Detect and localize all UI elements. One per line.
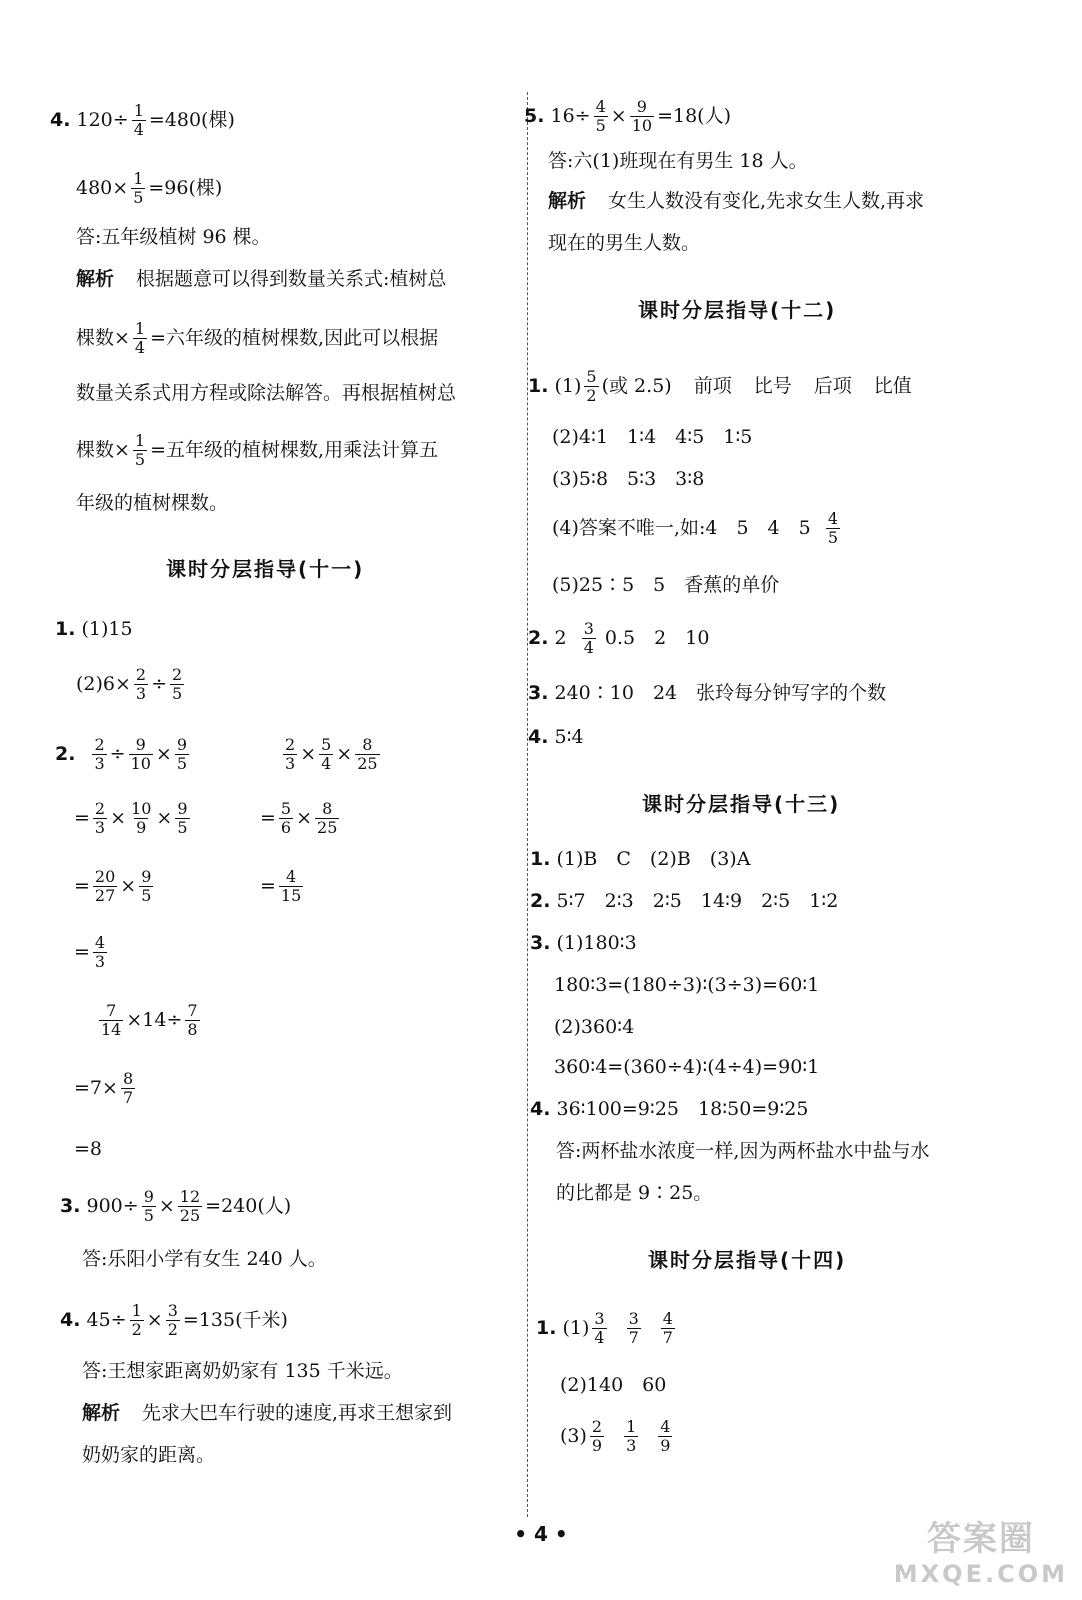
fraction: $\frac{8}{25}$ xyxy=(317,799,338,838)
fraction: $\frac{3}{2}$ xyxy=(167,1301,178,1340)
s11-q2-b1: $\frac{2}{3}$ × $\frac{5}{4}$ × $\frac{8}{25}$ xyxy=(285,735,378,774)
s11-q4: 4. 45÷ $\frac{1}{2}$ × $\frac{3}{2}$ =135(千米) xyxy=(60,1301,288,1340)
s12-q1-5: (5)25∶5 5 香蕉的单价 xyxy=(552,574,780,596)
fraction: $\frac{4}{9}$ xyxy=(660,1417,671,1456)
s12-q3: 3. 240∶10 24 张玲每分钟写字的个数 xyxy=(528,682,887,704)
watermark-bottom: MXQE.COM xyxy=(893,1560,1068,1588)
fraction: $\frac{20}{27}$ xyxy=(94,867,116,906)
fraction: $\frac{1}{5}$ xyxy=(134,431,146,470)
fraction: $\frac{7}{8}$ xyxy=(187,1001,198,1040)
fraction: $\frac{1}{4}$ xyxy=(133,101,144,140)
s11-q3-answer: 答:乐阳小学有女生 240 人。 xyxy=(82,1248,327,1270)
s14-q1-3: (3) $\frac{2}{9}$ $\frac{1}{3}$ $\frac{4}{9}$ xyxy=(560,1417,671,1456)
fraction: $\frac{12}{25}$ xyxy=(179,1187,201,1226)
q5-line: 5. 16÷ $\frac{4}{5}$ × $\frac{9}{10}$ =18(人) xyxy=(524,97,732,136)
s11-q2-a3: = $\frac{20}{27}$ × $\frac{9}{5}$ xyxy=(74,867,152,906)
fraction: $\frac{1}{4}$ xyxy=(134,319,146,358)
s11-q2-b2: = $\frac{5}{6}$ × $\frac{8}{25}$ xyxy=(260,799,338,838)
s11-q1-1: 1. (1)15 xyxy=(55,618,133,640)
s14-q1-1: 1. (1) $\frac{3}{4}$ $\frac{3}{7}$ $\frac{4}{7}$ xyxy=(536,1309,673,1348)
s13-q2: 2. 5∶7 2∶3 2∶5 14∶9 2∶5 1∶2 xyxy=(530,890,839,912)
fraction: $\frac{4}{15}$ xyxy=(280,867,302,906)
fraction: $\frac{9}{10}$ xyxy=(130,735,151,774)
s12-q4: 4. 5∶4 xyxy=(528,726,584,748)
fraction: $\frac{9}{5}$ xyxy=(176,735,188,774)
s13-q4-answer-2: 的比都是 9∶25。 xyxy=(556,1182,713,1204)
s11-q3: 3. 900÷ $\frac{9}{5}$ × $\frac{12}{25}$ =240(人) xyxy=(60,1187,292,1226)
watermark-top: 答案圈 xyxy=(926,1519,1035,1559)
s14-q1-2: (2)140 60 xyxy=(560,1374,667,1396)
q5-answer: 答:六(1)班现在有男生 18 人。 xyxy=(548,150,808,172)
s13-q3-4: 360∶4=(360÷4)∶(4÷4)=90∶1 xyxy=(554,1056,820,1078)
s12-q1-1: 1. (1) $\frac{5}{2}$ (或 2.5) 前项 比号 后项 比值 xyxy=(528,367,912,406)
section-heading-13: 课时分层指导(十三) xyxy=(642,792,841,816)
fraction: $\frac{2}{3}$ xyxy=(135,665,147,704)
q4-analysis-5: 年级的植树棵数。 xyxy=(76,492,229,514)
s11-q2-a1: 2. $\frac{2}{3}$ ÷ $\frac{9}{10}$ × $\frac{9}{5}$ xyxy=(55,735,188,774)
s12-q1-2: (2)4∶1 1∶4 4∶5 1∶5 xyxy=(552,426,753,448)
fraction: $\frac{4}{3}$ xyxy=(94,933,106,972)
s11-q2-c1: $\frac{7}{14}$ × 14 ÷ $\frac{7}{8}$ xyxy=(101,1001,198,1040)
s13-q3-3: (2)360∶4 xyxy=(554,1016,635,1038)
q4-analysis-4: 棵数× $\frac{1}{5}$ =五年级的植树棵数,用乘法计算五 xyxy=(76,431,439,470)
fraction: $\frac{1}{5}$ xyxy=(133,169,144,208)
fraction: $\frac{2}{3}$ xyxy=(94,799,106,838)
column-divider xyxy=(527,92,528,1517)
q4-answer: 答:五年级植树 96 棵。 xyxy=(76,226,271,248)
fraction: $\frac{7}{14}$ xyxy=(101,1001,122,1040)
q5-analysis-2: 现在的男生人数。 xyxy=(548,232,701,254)
s11-q4-analysis-2: 奶奶家的距离。 xyxy=(82,1444,216,1466)
fraction: $\frac{9}{5}$ xyxy=(143,1187,154,1226)
fraction: $\frac{4}{5}$ xyxy=(595,97,606,136)
s11-q4-answer: 答:王想家距离奶奶家有 135 千米远。 xyxy=(82,1360,403,1382)
section-heading-14: 课时分层指导(十四) xyxy=(648,1248,847,1272)
fraction: $\frac{3}{4}$ xyxy=(594,1309,605,1348)
s11-q2-a4: = $\frac{4}{3}$ xyxy=(74,933,106,972)
s11-q2-c3: = 8 xyxy=(74,1138,103,1160)
s11-q2-a2: = $\frac{2}{3}$ × $\frac{10}{9}$ × $\frac{9}{5}$ xyxy=(74,799,188,838)
s13-q3-2: 180∶3=(180÷3)∶(3÷3)=60∶1 xyxy=(554,974,820,996)
fraction: $\frac{4}{5}$ xyxy=(827,509,838,548)
q4-line-1: 4. 120÷ $\frac{1}{4}$ =480(棵) xyxy=(50,101,235,140)
q4-line-2: 480× $\frac{1}{5}$ =96(棵) xyxy=(76,169,223,208)
fraction: $\frac{10}{9}$ xyxy=(131,799,152,838)
fraction: $\frac{4}{7}$ xyxy=(662,1309,673,1348)
fraction: $\frac{5}{4}$ xyxy=(321,735,332,774)
fraction: $\frac{9}{5}$ xyxy=(141,867,152,906)
s12-q2: 2. 2 $\frac{3}{4}$ 0.5 2 10 xyxy=(528,619,710,658)
section-heading-12: 课时分层指导(十二) xyxy=(638,298,837,322)
fraction: $\frac{8}{7}$ xyxy=(122,1069,134,1108)
s13-q4-answer-1: 答:两杯盐水浓度一样,因为两杯盐水中盐与水 xyxy=(556,1140,930,1162)
s11-q2-b3: = $\frac{4}{15}$ xyxy=(260,867,302,906)
fraction: $\frac{8}{25}$ xyxy=(357,735,378,774)
fraction: $\frac{5}{6}$ xyxy=(280,799,292,838)
fraction: $\frac{3}{4}$ xyxy=(583,619,594,658)
s12-q1-3: (3)5∶8 5∶3 3∶8 xyxy=(552,468,705,490)
fraction: $\frac{2}{9}$ xyxy=(591,1417,603,1456)
page-number: • 4 • xyxy=(514,1522,568,1546)
s13-q1: 1. (1)B C (2)B (3)A xyxy=(530,848,751,870)
s13-q4: 4. 36∶100=9∶25 18∶50=9∶25 xyxy=(530,1098,809,1120)
q5-analysis-1: 解析 女生人数没有变化,先求女生人数,再求 xyxy=(548,190,925,212)
fraction: $\frac{1}{3}$ xyxy=(626,1417,637,1456)
fraction: $\frac{9}{10}$ xyxy=(631,97,653,136)
s11-q4-analysis-1: 解析 先求大巴车行驶的速度,再求王想家到 xyxy=(82,1402,453,1424)
s11-q1-2: (2)6× $\frac{2}{3}$ ÷ $\frac{2}{5}$ xyxy=(76,665,183,704)
fraction: $\frac{2}{3}$ xyxy=(285,735,296,774)
fraction: $\frac{5}{2}$ xyxy=(586,367,597,406)
q4-analysis-2: 棵数× $\frac{1}{4}$ =六年级的植树棵数,因此可以根据 xyxy=(76,319,439,358)
fraction: $\frac{2}{5}$ xyxy=(172,665,183,704)
q4-analysis-3: 数量关系式用方程或除法解答。再根据植树总 xyxy=(76,382,457,404)
watermark-logo xyxy=(894,1511,1068,1588)
fraction: $\frac{9}{5}$ xyxy=(177,799,188,838)
fraction: $\frac{1}{2}$ xyxy=(131,1301,142,1340)
q4-analysis-1: 解析 根据题意可以得到数量关系式:植树总 xyxy=(76,268,447,290)
fraction: $\frac{3}{7}$ xyxy=(628,1309,639,1348)
section-heading-11: 课时分层指导(十一) xyxy=(166,557,365,581)
s11-q2-c2: = 7 × $\frac{8}{7}$ xyxy=(74,1069,134,1108)
s13-q3-1: 3. (1)180∶3 xyxy=(530,932,637,954)
fraction: $\frac{2}{3}$ xyxy=(94,735,105,774)
s12-q1-4: (4)答案不唯一,如:4 5 4 5 $\frac{4}{5}$ xyxy=(552,509,838,548)
